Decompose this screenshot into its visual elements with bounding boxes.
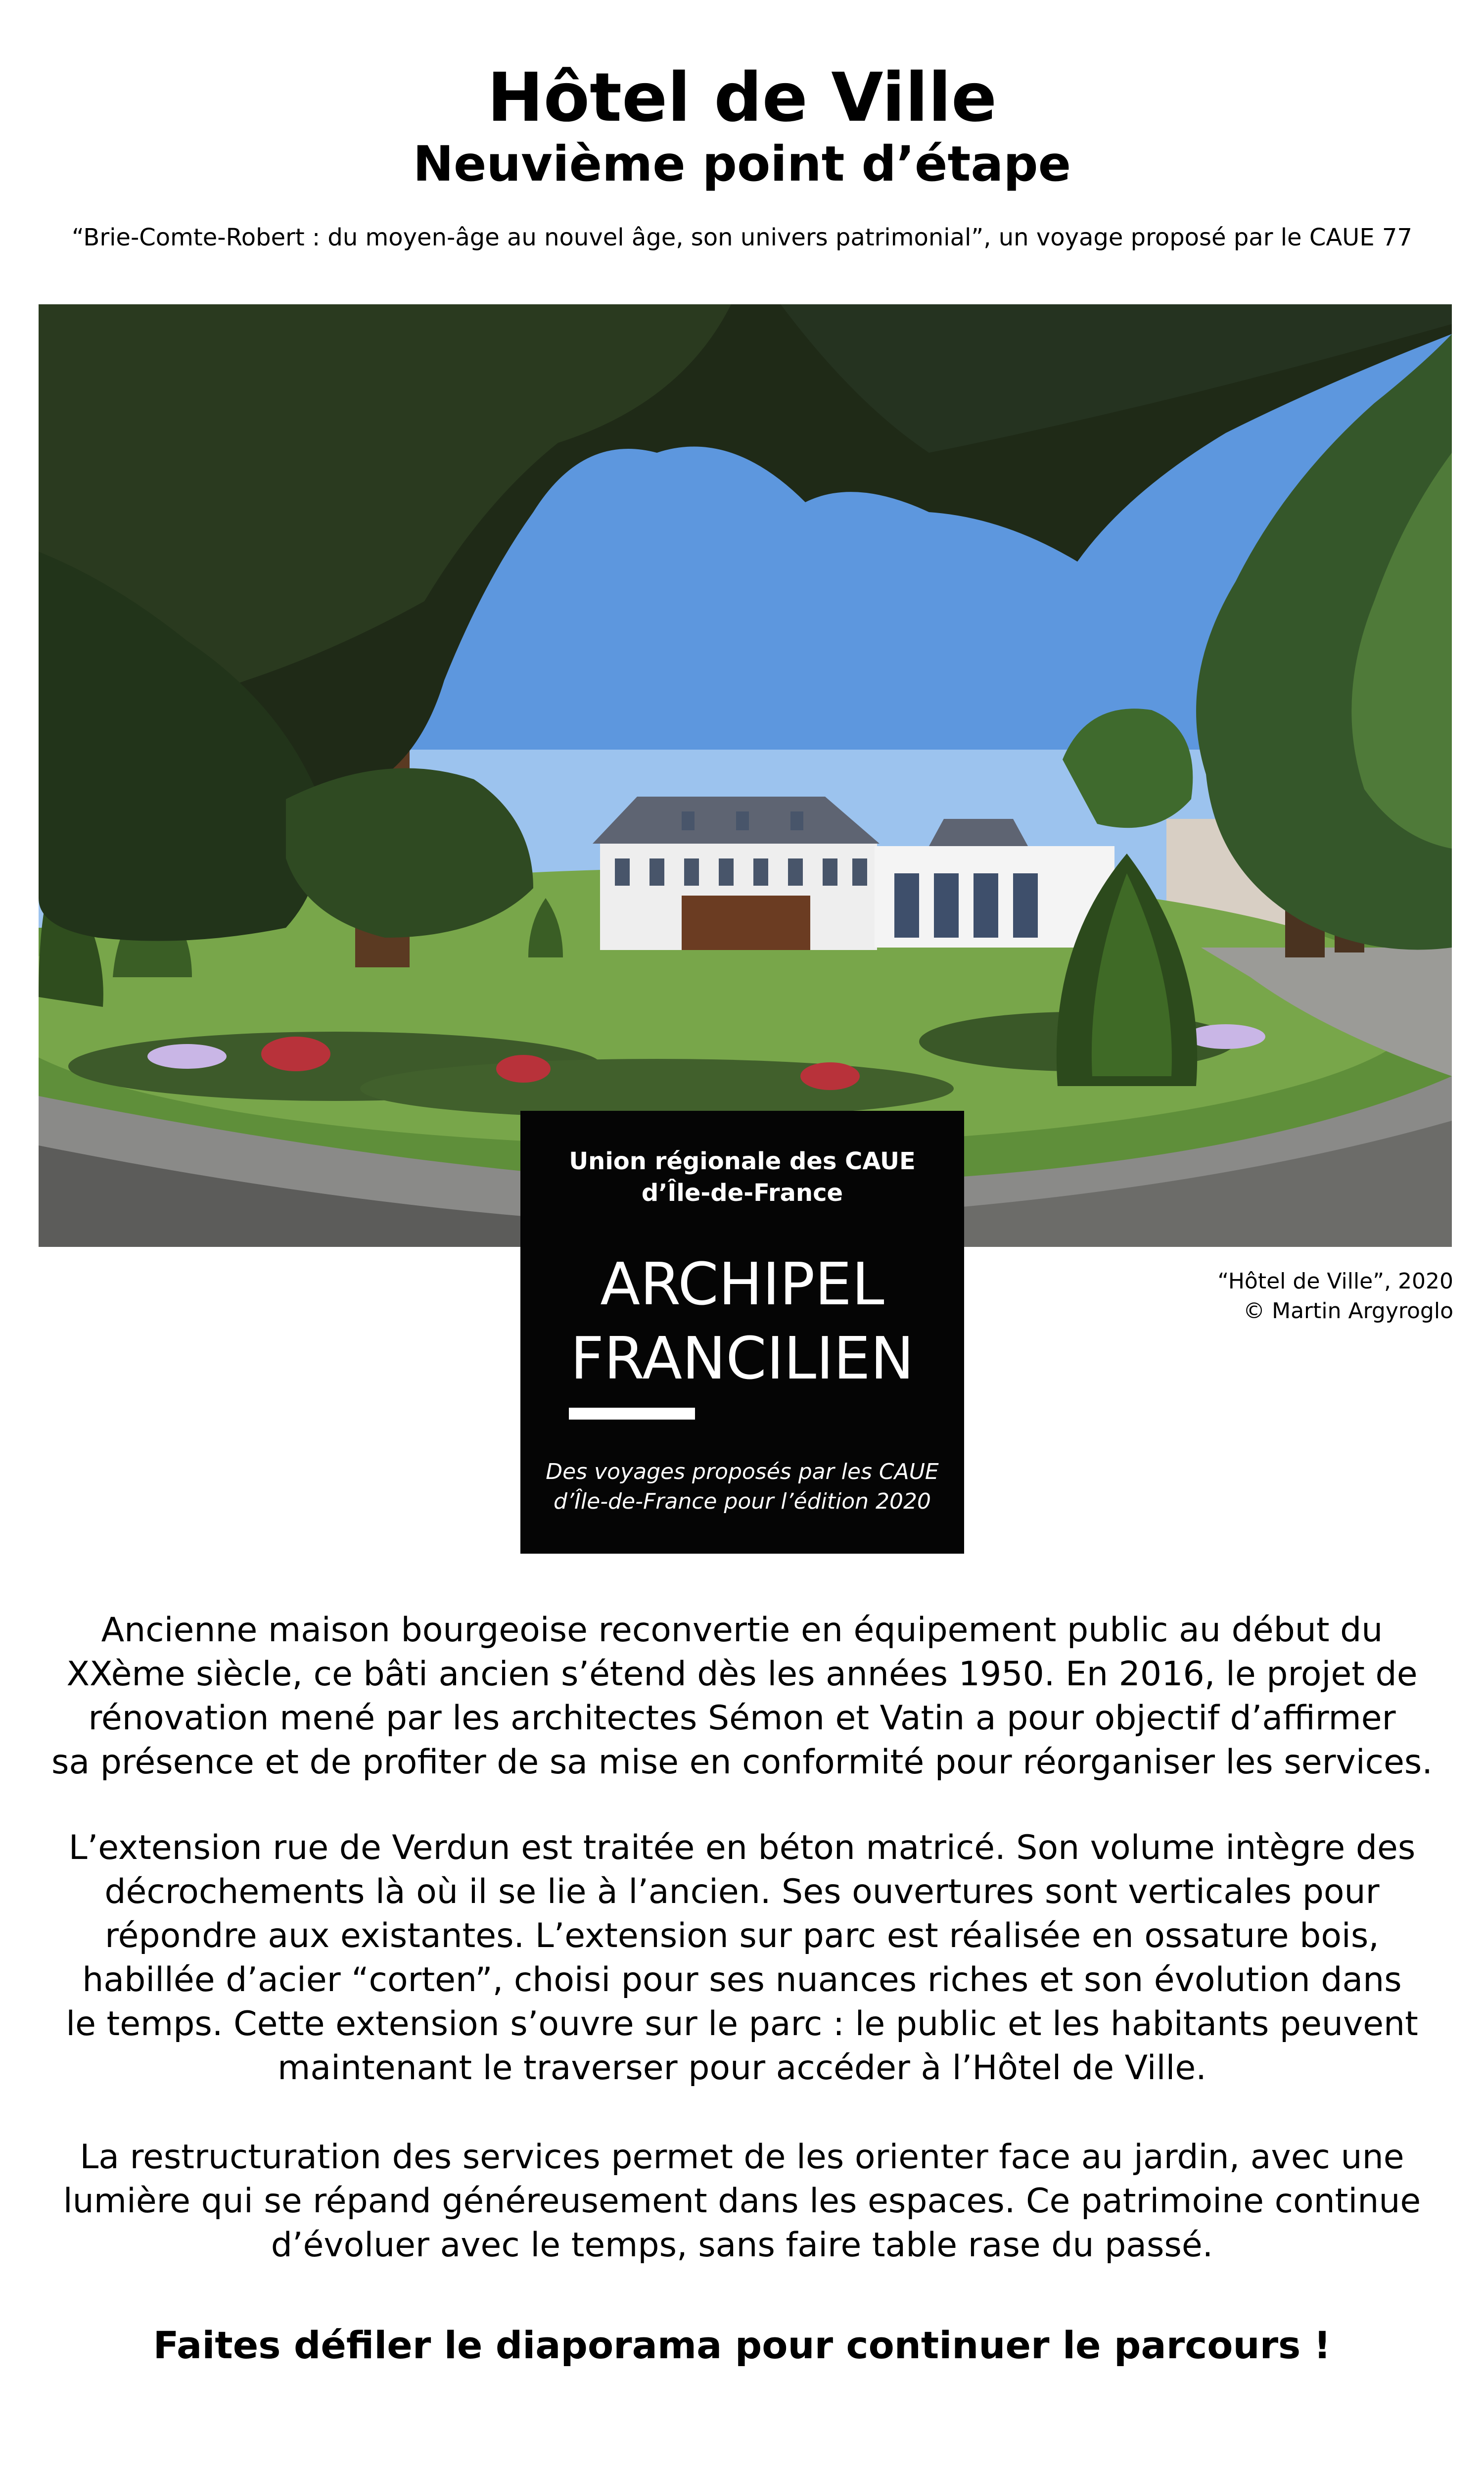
paragraph-line: sa présence et de profiter de sa mise en conformité pour réorganiser les services. (51, 1743, 1433, 1782)
badge-name (520, 1247, 964, 1395)
paragraph-line: maintenant le traverser pour accéder à l’Hôtel de Ville. (278, 2048, 1206, 2088)
badge-desc-line-2: d’Île-de-France pour l’édition 2020 (554, 1489, 931, 1514)
photo-credit (1217, 1267, 1453, 1326)
paragraph-line: lumière qui se répand généreusement dans les espaces. Ce patrimoine continue (63, 2182, 1421, 2221)
badge-organization (520, 1145, 964, 1209)
archipel-francilien-badge (520, 1111, 964, 1554)
photo-credit-author: © Martin Argyroglo (1243, 1298, 1453, 1324)
paragraph-line: habillée d’acier “corten”, choisi pour ses nuances riches et son évolution dans (82, 1960, 1402, 1999)
page-title: Hôtel de Ville (487, 59, 997, 137)
photo-credit-title: “Hôtel de Ville”, 2020 (1217, 1269, 1453, 1294)
paragraph-line: Ancienne maison bourgeoise reconvertie en équipement public au début du (101, 1611, 1383, 1650)
badge-desc-line-1: Des voyages proposés par les CAUE (546, 1459, 939, 1484)
paragraph-line: répondre aux existantes. L’extension sur parc est réalisée en ossature bois, (105, 1916, 1379, 1955)
paragraph-line: le temps. Cette extension s’ouvre sur le parc : le public et les habitants peuvent (66, 2004, 1418, 2044)
badge-org-line-2: d’Île-de-France (641, 1179, 843, 1207)
badge-divider (569, 1408, 695, 1420)
badge-org-line-1: Union régionale des CAUE (569, 1147, 916, 1175)
paragraph-history (49, 1608, 1435, 1784)
tagline: “Brie-Comte-Robert : du moyen-âge au nouvel âge, son univers patrimonial”, un voyage proposé par le CAUE 77 (72, 224, 1412, 251)
badge-name-line-2: FRANCILIEN (570, 1324, 914, 1392)
paragraph-line: L’extension rue de Verdun est traitée en béton matricé. Son volume intègre des (68, 1828, 1416, 1867)
page-subtitle: Neuvième point d’étape (413, 136, 1071, 192)
paragraph-line: rénovation mené par les architectes Sémon et Vatin a pour objectif d’affirmer (88, 1699, 1396, 1738)
town-hall-photo (39, 304, 1452, 1247)
paragraph-restructuring (49, 2135, 1435, 2267)
paragraph-line: d’évoluer avec le temps, sans faire table rase du passé. (271, 2226, 1213, 2265)
badge-name-line-1: ARCHIPEL (600, 1250, 884, 1318)
paragraph-line: XXème siècle, ce bâti ancien s’étend dès les années 1950. En 2016, le projet de (66, 1655, 1418, 1694)
paragraph-line: décrochements là où il se lie à l’ancien. Ses ouvertures sont verticales pour (104, 1872, 1380, 1911)
paragraph-extension (49, 1826, 1435, 2090)
call-to-action: Faites défiler le diaporama pour continuer le parcours ! (153, 2323, 1331, 2367)
paragraph-line: La restructuration des services permet de les orienter face au jardin, avec une (80, 2138, 1404, 2177)
badge-description (520, 1457, 964, 1517)
